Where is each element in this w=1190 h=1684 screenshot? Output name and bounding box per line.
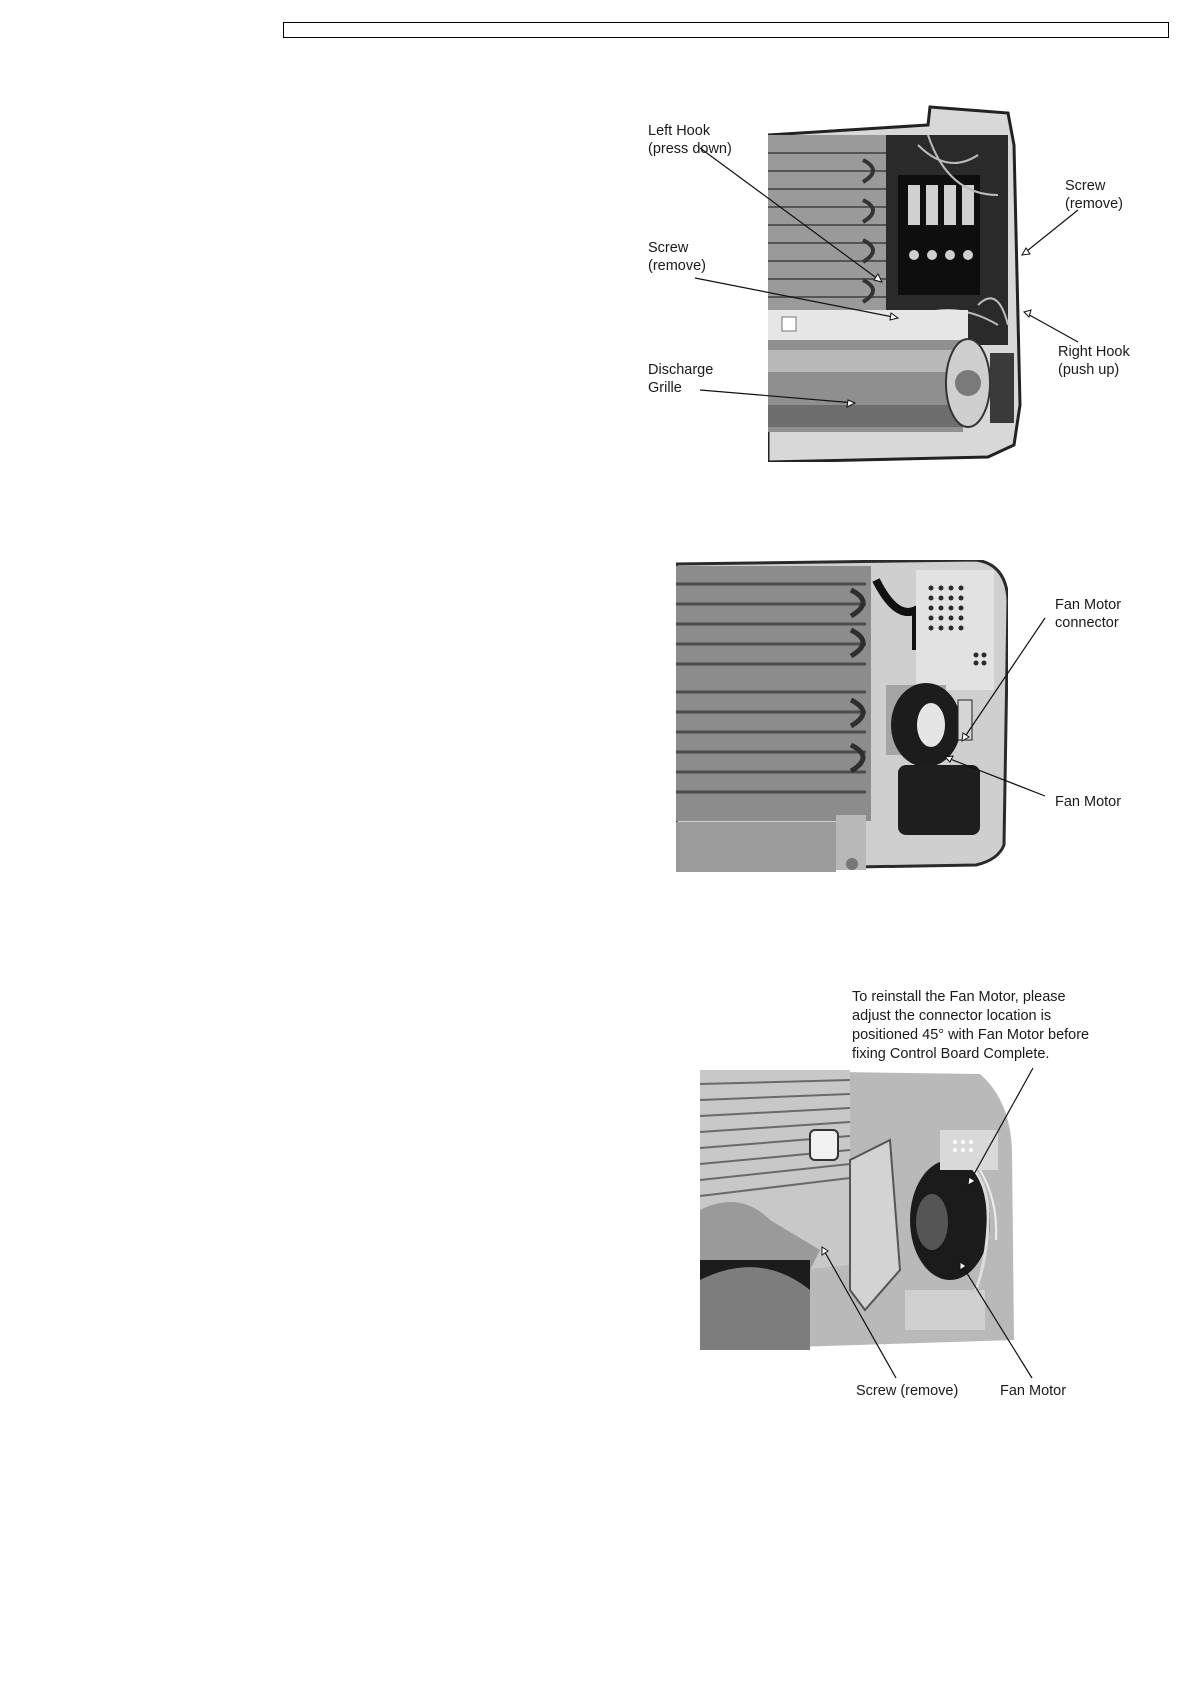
- label-right-hook: [1058, 343, 1130, 379]
- label-fan-motor-connector: [1055, 596, 1121, 632]
- label-left-hook-line1: Left Hook: [648, 123, 711, 139]
- label-screw-left-line1: Screw: [648, 240, 689, 256]
- label-left-hook: [648, 122, 732, 158]
- label-discharge-grille-line2: Grille: [648, 380, 682, 396]
- label-discharge-grille-line1: Discharge: [648, 362, 714, 378]
- label-fan-motor-fig3: [1000, 1382, 1066, 1400]
- label-fan-motor-connector-line1: Fan Motor: [1055, 597, 1122, 613]
- label-screw-right-line2: (remove): [1065, 196, 1124, 212]
- label-fan-motor-fig2: [1055, 793, 1121, 811]
- label-screw-right-line1: Screw: [1065, 178, 1106, 194]
- label-fan-motor-fig3-text: Fan Motor: [1000, 1383, 1067, 1399]
- label-discharge-grille: [648, 361, 713, 397]
- reinstall-note-line4: fixing Control Board Complete.: [852, 1046, 1050, 1062]
- label-fan-motor-fig2-text: Fan Motor: [1055, 794, 1122, 810]
- label-screw-fig3: [856, 1382, 958, 1400]
- reinstall-note-line2: adjust the connector location is: [852, 1008, 1052, 1024]
- label-left-hook-line2: (press down): [648, 141, 732, 157]
- reinstall-note-line3: positioned 45° with Fan Motor before: [852, 1027, 1090, 1043]
- reinstall-note-line1: To reinstall the Fan Motor, please: [852, 989, 1066, 1005]
- label-right-hook-line2: (push up): [1058, 362, 1120, 378]
- label-screw-fig3-text: Screw (remove): [856, 1383, 959, 1399]
- label-fan-motor-connector-line2: connector: [1055, 615, 1119, 631]
- label-screw-left-line2: (remove): [648, 258, 707, 274]
- label-screw-left: [648, 239, 706, 275]
- label-screw-right: [1065, 177, 1123, 213]
- label-right-hook-line1: Right Hook: [1058, 344, 1130, 360]
- reinstall-note: [852, 988, 1089, 1064]
